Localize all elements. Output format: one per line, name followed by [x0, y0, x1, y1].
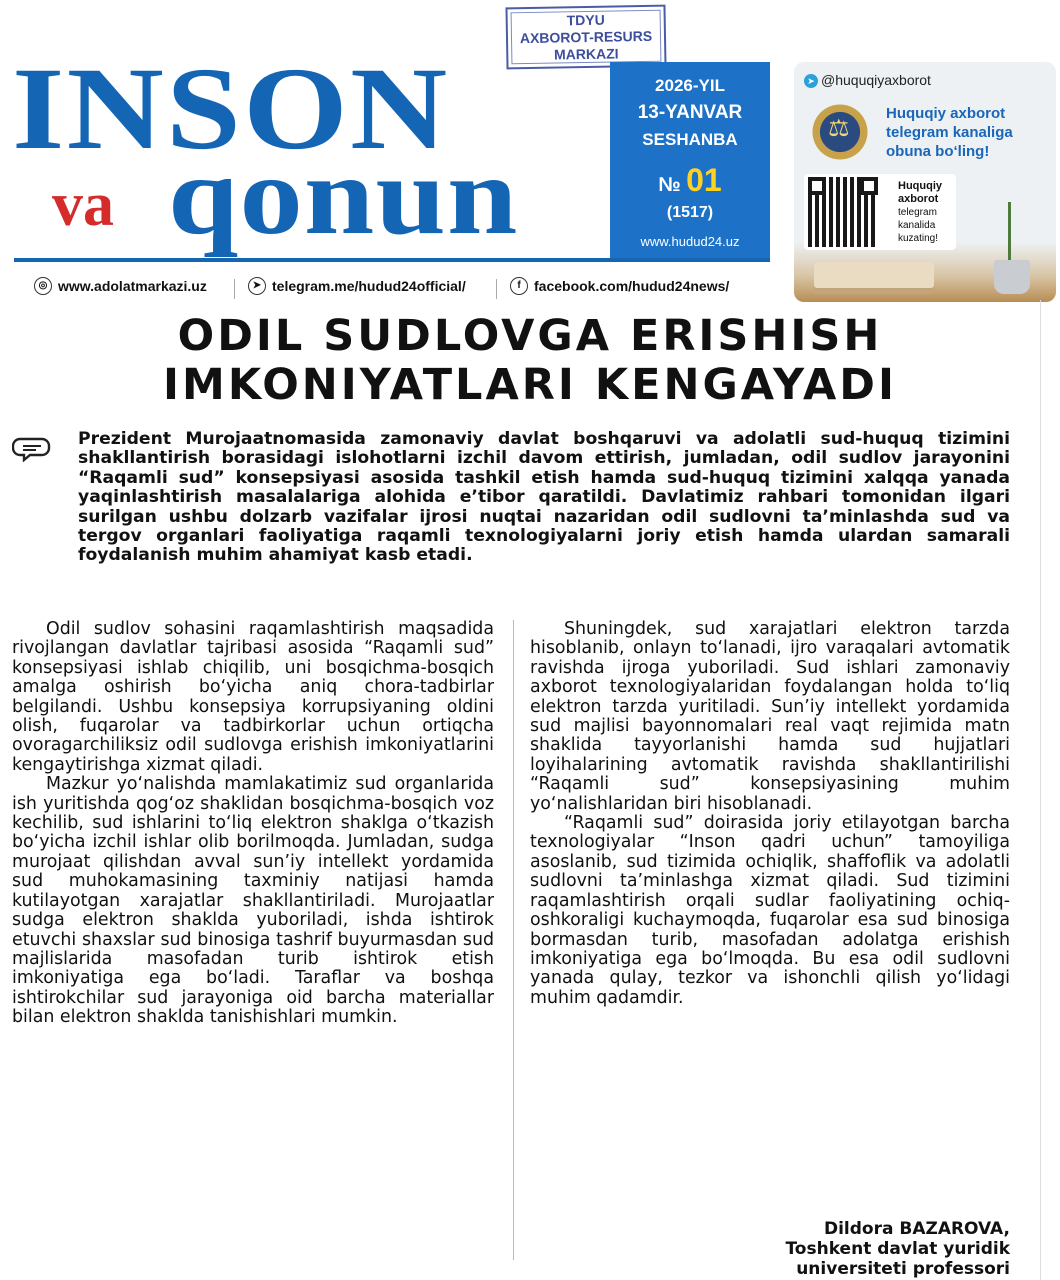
- link-divider: [234, 279, 235, 299]
- issue-number-prefix: №: [658, 174, 681, 196]
- issue-number-line: [610, 162, 770, 199]
- body-paragraph: Shuningdek, sud xarajatlari elektron tarzda hisoblanib, onlayn to‘lanadi, ijro varaqalari avtomatik ravishda ijroga yuboriladi. Sud ishlari zamonaviy axborot texnologiyalaridan foydalangan holda to‘liq elektron tarzda yuritiladi. Sun’iy intellekt yordamida sud majlisi bayonnomalari real vaqt rejimida matn shaklida tayyorlanishi hamda sud hujjatlari loyihalarining avtomatik ravishda shakllantirilishi “Raqamli sud” konsepsiyasining muhim yo‘nalishlaridan biri hisoblanadi.: [530, 619, 1010, 814]
- stamp-line-1: TDYU: [566, 11, 605, 28]
- masthead-qonun: qonun: [168, 134, 519, 258]
- issue-website[interactable]: www.hudud24.uz: [640, 234, 740, 249]
- cup-image: [994, 260, 1030, 294]
- author-signature: [560, 1219, 1010, 1279]
- library-stamp: [505, 5, 666, 70]
- link-telegram[interactable]: [248, 277, 466, 295]
- social-links-bar: [12, 277, 770, 303]
- telegram-promo-panel[interactable]: [794, 62, 1056, 302]
- article-lead: Prezident Murojaatnomasida zamonaviy davlat boshqaruvi va adolatli sud-huquq tizimini shakllantirish borasidagi islohotlarni izchil davom ettirish, jumladan, odil sudlov jarayonini “Raqamli sud” konsepsiyasi asosida tashkil etish hamda sud-huquq tizimini xalqqa yanada yaqinlashtirish masalalariga alohida e’tibor qaratildi. Davlatimiz rahbari tomonidan ilgari surilgan ushbu dolzarb vazifalar ijrosi nuqtai nazaridan odil sudlovni ta’minlashda sud va tergov organlari faoliyatiga raqamli texnologiyalarni joriy etish hamda ulardan samarali foydalanish muhim ahamiyat kasb etadi.: [78, 429, 1010, 566]
- promo-handle-text: @huquqiyaxborot: [821, 72, 931, 88]
- author-position-1: Toshkent davlat yuridik: [785, 1239, 1010, 1259]
- link-facebook-text: facebook.com/hudud24news/: [534, 278, 730, 294]
- book-stack-image: [814, 262, 934, 288]
- author-position-2: universiteti professori: [796, 1259, 1010, 1279]
- issue-year: 2026-YIL: [655, 76, 725, 95]
- headline-line-2: IMKONIYATLARI KENGAYADI: [163, 360, 897, 410]
- body-paragraph: Mazkur yo‘nalishda mamlakatimiz sud organlarida ish yuritishda qog‘oz shaklidan bosqichma-bosqich voz kechilib, sud ishlarini to‘liq elektron shaklga o‘tkazish bo‘yicha izchil ishlar olib borilmoqda. Jumladan, sudga murojaat qilishdan avval sun’iy intellekt yordamida sud muhokamasining taxminiy natijasi hamda kutilayotgan xarajatlar shakllantiriladi. Murojaatlar sudga elektron shaklda yuboriladi, ishda ishtirok etuvchi shaxslar sud binosiga tashrif buyurmasdan sud majlislarida masofadan turib ishtirok etish imkoniyatiga ega bo‘ladi. Taraflar va boshqa ishtirokchilar sud jarayoniga oid barcha materiallar bilan elektron shaklda tanishishlari mumkin.: [12, 774, 494, 1028]
- qr-caption: [898, 180, 958, 245]
- link-website[interactable]: [34, 277, 207, 295]
- facebook-icon: f: [510, 277, 528, 295]
- issue-number: 01: [686, 162, 722, 198]
- promo-title: Huquqiy axborot telegram kanaliga obuna bo‘ling!: [886, 105, 1013, 160]
- link-telegram-text: telegram.me/hudud24official/: [272, 278, 466, 294]
- stamp-line-2: AXBOROT-RESURS: [519, 27, 653, 46]
- telegram-icon: ➤: [804, 74, 818, 88]
- article-column-left: [12, 620, 494, 1028]
- speech-bubble-icon: [12, 436, 52, 462]
- link-facebook[interactable]: [510, 277, 729, 295]
- globe-icon: ◎: [34, 277, 52, 295]
- link-website-text: www.adolatmarkazi.uz: [58, 278, 207, 294]
- body-paragraph: Odil sudlov sohasini raqamlashtirish maqsadida rivojlangan davlatlar tajribasi asosida “Raqamli sud” konsepsiyasi ishlab chiqilib, uni bosqichma-bosqich amalga oshirish bo‘yicha aniq chora-tadbirlar belgilandi. Ushbu konsepsiya korrupsiyaning oldini olish, fuqarolar va tadbirkorlar uchun ortiqcha ovoragarchiliksiz odil sudlovga erishish imkoniyatlarini kengaytirishga xizmat qiladi.: [12, 619, 494, 775]
- article-headline: [0, 312, 1060, 410]
- headline-line-1: ODIL SUDLOVGA ERISHISH: [177, 311, 883, 361]
- masthead-inson: INSON: [12, 43, 450, 174]
- author-name: Dildora BAZAROVA,: [823, 1219, 1010, 1239]
- telegram-icon: ➤: [248, 277, 266, 295]
- qr-caption-text: telegram kanalida kuzating!: [898, 207, 939, 244]
- issue-total-number: (1517): [666, 204, 714, 221]
- stamp-line-3: MARKAZI: [553, 44, 619, 63]
- issue-weekday: SESHANBA: [642, 130, 738, 149]
- promo-handle[interactable]: [804, 72, 931, 88]
- qr-caption-title: Huquqiy axborot: [898, 180, 942, 205]
- plant-image: [1008, 202, 1011, 260]
- masthead-va: va: [52, 171, 114, 239]
- masthead-rule: [14, 258, 770, 262]
- justice-emblem-icon: [806, 96, 874, 168]
- link-divider: [496, 279, 497, 299]
- issue-date-box: [610, 62, 770, 258]
- page-edge-rule: [1040, 300, 1041, 1280]
- article-column-right: [530, 620, 1010, 1008]
- body-paragraph: “Raqamli sud” doirasida joriy etilayotgan barcha texnologiyalar “Inson qadri uchun” tamoyiliga asoslanib, sud tizimida ochiqlik, shaffoflik va adolatli sudlovni ta’minlashga xizmat qiladi. Sud tizimini raqamlashtirish orqali sudlar faoliyatining ochiq-oshkoraligi kuchaymoqda, fuqarolar esa sud binosiga bormasdan turib, masofadan adolatga erishish imkoniyatiga ega bo‘lmoqda. Bu esa odil sudlovni yanada qulay, tezkor va ishonchli qilish yo‘lidagi muhim qadamdir.: [530, 813, 1010, 1008]
- qr-code-icon[interactable]: [808, 177, 878, 247]
- column-divider: [513, 620, 514, 1260]
- issue-date: 13-YANVAR: [637, 102, 743, 123]
